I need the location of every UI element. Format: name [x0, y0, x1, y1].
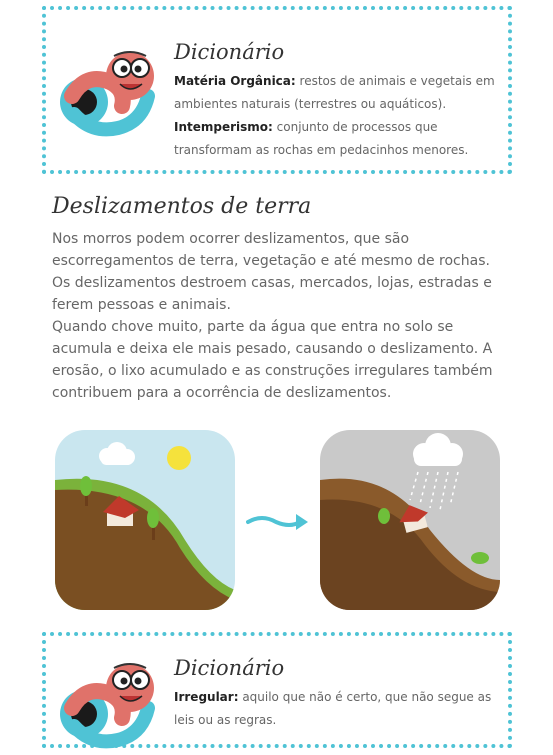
- tree-icon: [471, 552, 489, 564]
- dictionary-entry: [174, 686, 499, 732]
- dictionary-term: Matéria Orgânica:: [174, 74, 296, 88]
- tree-icon: [378, 508, 390, 524]
- worm-mascot-icon: [52, 44, 164, 139]
- dictionary-definition: aquilo que não é certo, que não segue as leis ou as regras.: [174, 690, 492, 727]
- sun-icon: [167, 446, 191, 470]
- dictionary-box-bottom: [42, 632, 512, 748]
- dictionary-entry: [174, 116, 499, 162]
- dictionary-title: Dicionário: [174, 656, 285, 680]
- dictionary-definition: conjunto de processos que transformam as rochas em pedacinhos menores.: [174, 120, 469, 157]
- dictionary-term: Irregular:: [174, 690, 239, 704]
- section-body: [52, 228, 504, 404]
- dictionary-box-top: [42, 6, 512, 174]
- worm-mascot-icon: [52, 656, 164, 751]
- landslide-after-illustration: [320, 430, 500, 610]
- section-title: Deslizamentos de terra: [52, 194, 312, 219]
- paragraph: Nos morros podem ocorrer deslizamentos, que são escorregamentos de terra, vegetação e até mesmo de rochas. Os deslizamentos destroem casas, mercados, lojas, estradas e ferem pessoas e animais.: [52, 231, 492, 313]
- dictionary-entry: [174, 70, 499, 116]
- hill-before-illustration: [55, 430, 235, 610]
- paragraph: Quando chove muito, parte da água que entra no solo se acumula e deixa ele mais pesado, causando o deslizamento. A erosão, o lixo acumulado e as construções irregulares também contribuem para a ocorrência de deslizamentos.: [52, 319, 493, 401]
- arrow-right-icon: [246, 510, 308, 534]
- dictionary-title: Dicionário: [174, 40, 285, 64]
- dictionary-term: Intemperismo:: [174, 120, 273, 134]
- dictionary-definition: restos de animais e vegetais em ambientes naturais (terrestres ou aquáticos).: [174, 74, 495, 111]
